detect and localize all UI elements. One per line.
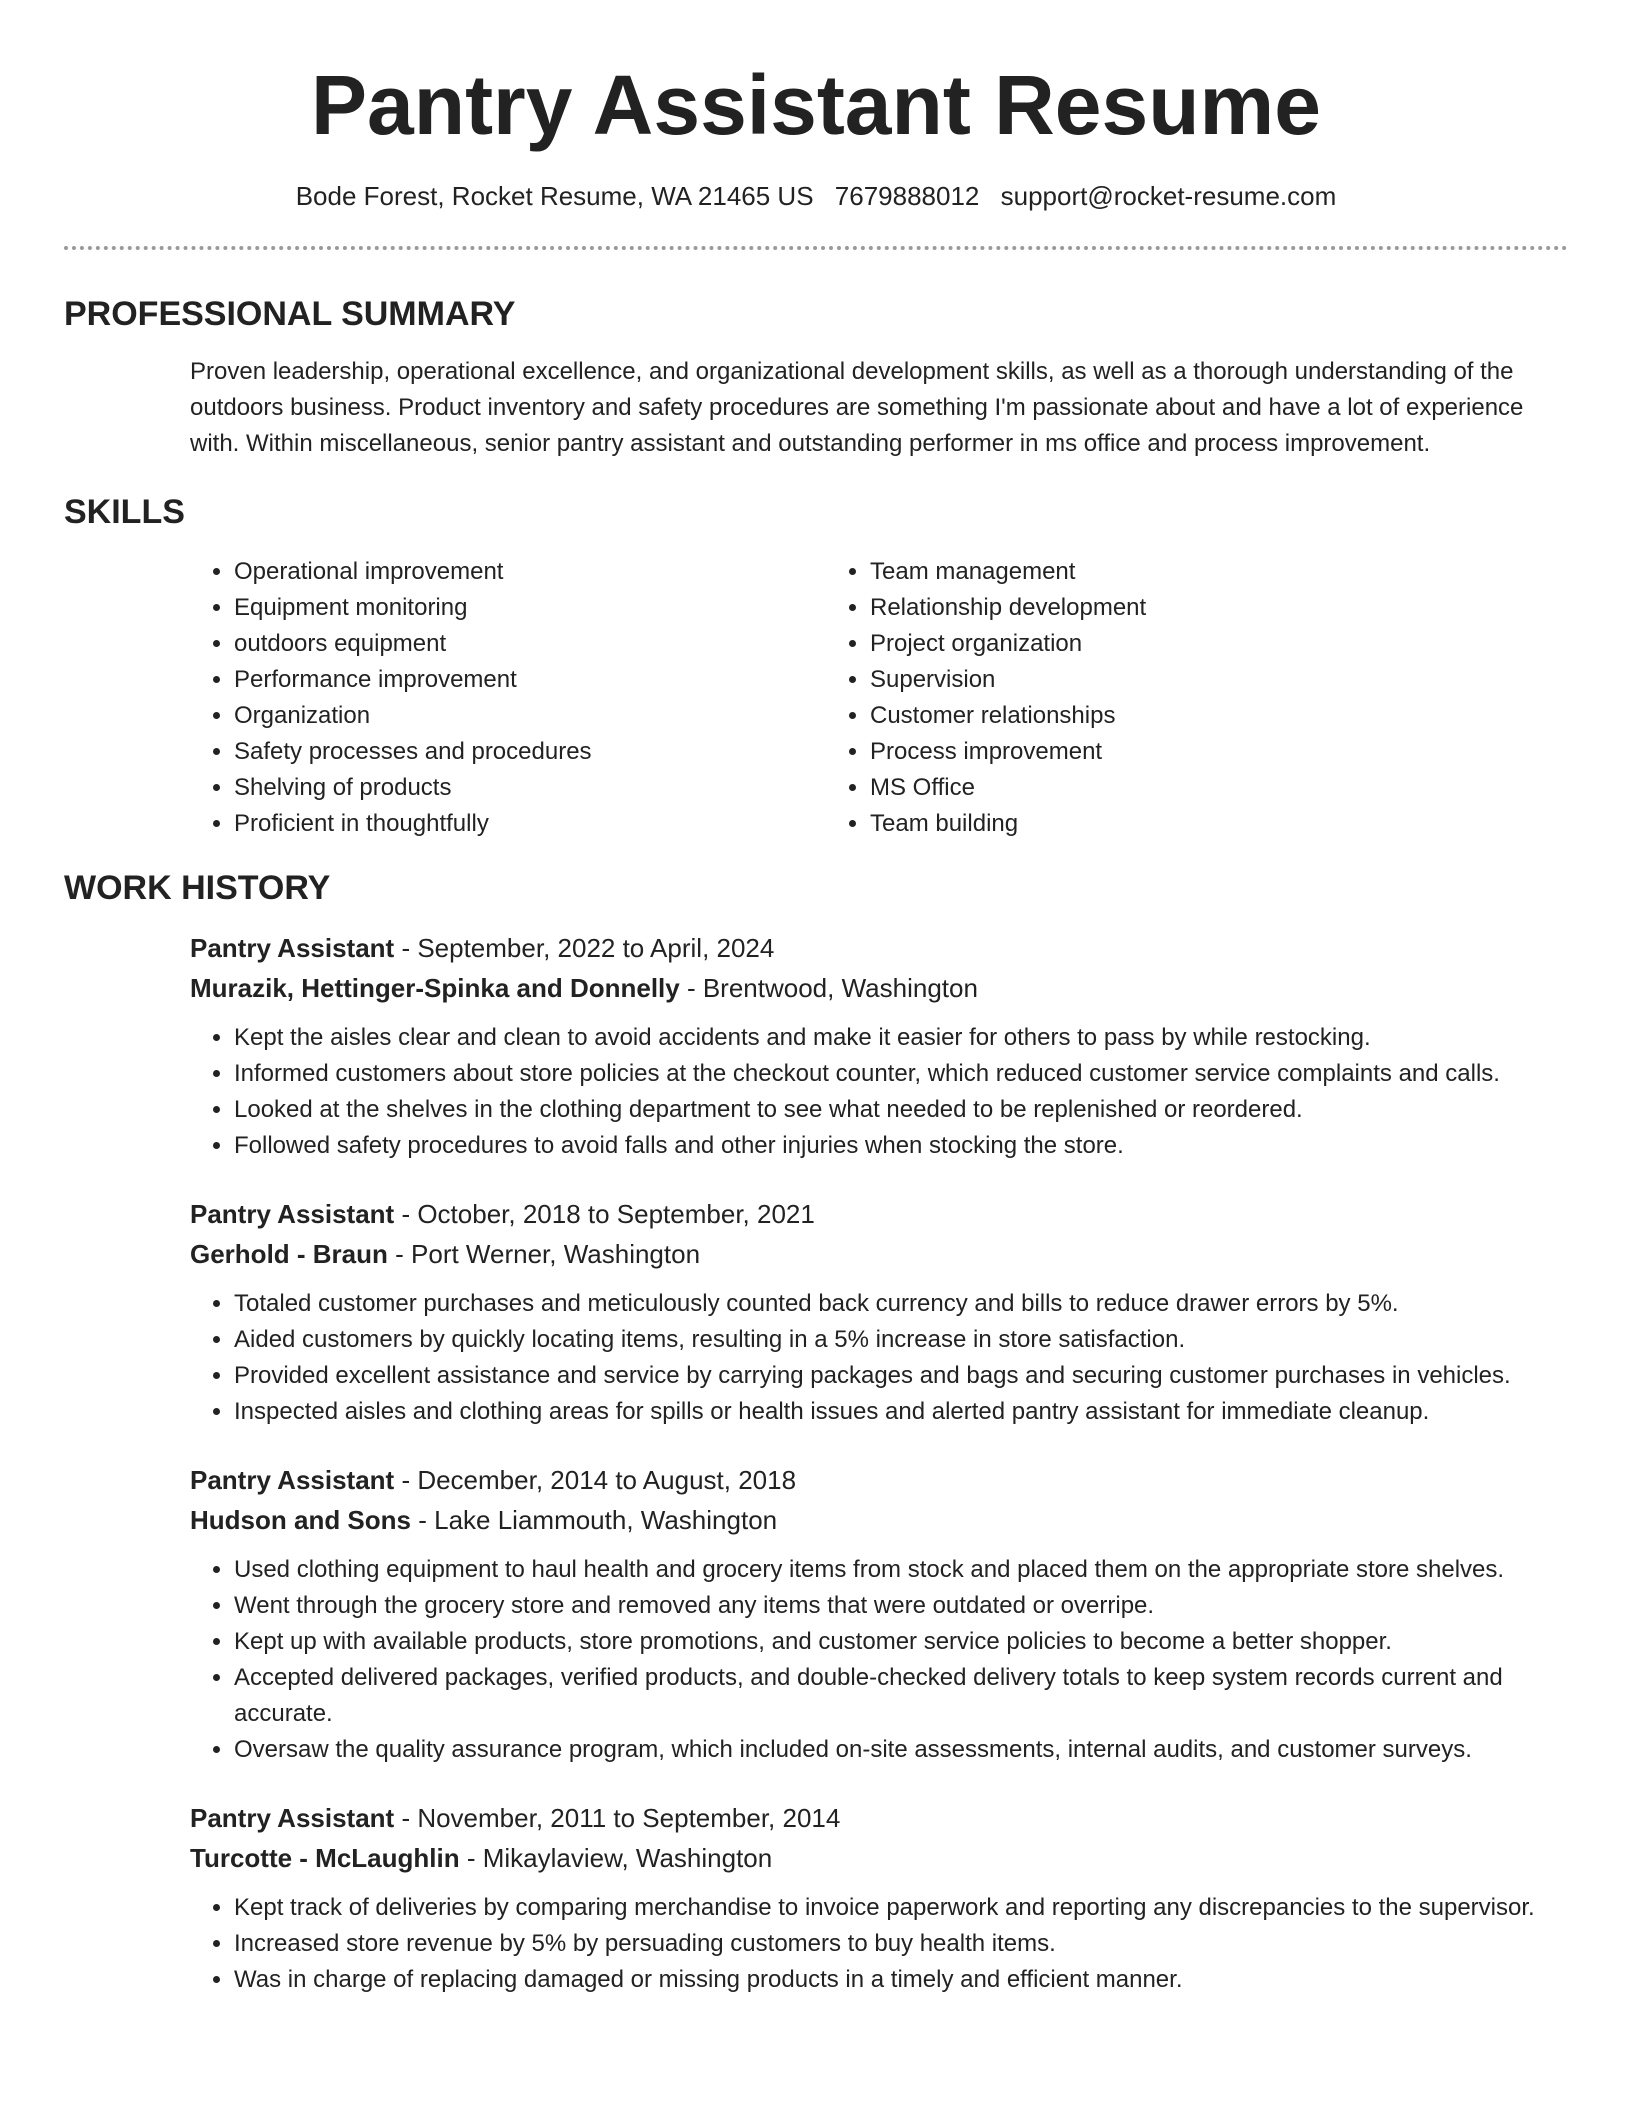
resume-title: Pantry Assistant Resume: [311, 58, 1321, 152]
job-dates: - September, 2022 to April, 2024: [394, 933, 775, 963]
job-bullet: • Aided customers by quickly locating items, resulting in a 5% increase in store satisfaction.: [234, 1322, 1568, 1358]
job-title-line: [190, 1194, 1568, 1234]
job-bullet: • Looked at the shelves in the clothing department to see what needed to be replenished or reordered.: [234, 1092, 1568, 1128]
skill-item: • Customer relationships: [870, 698, 1506, 734]
job-company-line: [190, 968, 1568, 1008]
job-bullet: • Provided excellent assistance and service by carrying packages and bags and securing customer purchases in vehicles.: [234, 1358, 1568, 1394]
job-company-line: [190, 1234, 1568, 1274]
job-location: - Brentwood, Washington: [679, 973, 978, 1003]
header-divider: [64, 246, 1568, 250]
job-title-line: [190, 1798, 1568, 1838]
summary-text: Proven leadership, operational excellence, and organizational development skills, as well as a thorough understanding of the outdoors business. Product inventory and safety procedures are something I'm passionate about and have a lot of experience with. Within miscellaneous, senior pantry assistant and outstanding performer in ms office and process improvement.: [190, 358, 1524, 457]
job-company: Murazik, Hettinger-Spinka and Donnelly: [190, 973, 680, 1003]
job-bullets: [190, 1020, 1568, 1164]
skill-item: • Proficient in thoughtfully: [234, 806, 826, 842]
skill-item: • Organization: [234, 698, 826, 734]
work-history-heading: WORK HISTORY: [64, 869, 331, 907]
summary-heading: PROFESSIONAL SUMMARY: [64, 295, 516, 333]
skill-item: • Team management: [870, 554, 1506, 590]
job-bullet: • Was in charge of replacing damaged or missing products in a timely and efficient manner.: [234, 1962, 1568, 1998]
job-dates: - November, 2011 to September, 2014: [394, 1803, 841, 1833]
job-bullet: • Kept the aisles clear and clean to avoid accidents and make it easier for others to pass by while restocking.: [234, 1020, 1568, 1056]
skill-item: • Operational improvement: [234, 554, 826, 590]
job-bullet: • Accepted delivered packages, verified products, and double-checked delivery totals to keep system records current and accurate.: [234, 1660, 1568, 1732]
skill-item: • Supervision: [870, 662, 1506, 698]
skill-item: • Process improvement: [870, 734, 1506, 770]
skills-heading: SKILLS: [64, 493, 185, 531]
job-company-line: [190, 1838, 1568, 1878]
skill-item: • Equipment monitoring: [234, 590, 826, 626]
contact-phone: 7679888012: [834, 181, 980, 211]
job-location: - Mikaylaview, Washington: [459, 1843, 773, 1873]
job-bullet: • Used clothing equipment to haul health and grocery items from stock and placed them on the appropriate store shelves.: [234, 1552, 1568, 1588]
job-entry: [190, 1798, 1568, 1998]
skills-list-left: [190, 554, 826, 842]
job-bullet: • Increased store revenue by 5% by persuading customers to buy health items.: [234, 1926, 1568, 1962]
job-location: - Lake Liammouth, Washington: [411, 1505, 778, 1535]
job-role: Pantry Assistant: [190, 1465, 395, 1495]
job-bullets: [190, 1890, 1568, 1998]
job-company: Gerhold - Braun: [190, 1239, 388, 1269]
job-company: Hudson and Sons: [190, 1505, 411, 1535]
job-location: - Port Werner, Washington: [387, 1239, 701, 1269]
contact-email: support@rocket-resume.com: [1000, 181, 1337, 211]
skill-item: • Project organization: [870, 626, 1506, 662]
skills-list-right: [826, 554, 1506, 842]
job-bullet: • Went through the grocery store and removed any items that were outdated or overripe.: [234, 1588, 1568, 1624]
job-company-line: [190, 1500, 1568, 1540]
contact-address: Bode Forest, Rocket Resume, WA 21465 US: [295, 181, 814, 211]
job-bullet: • Followed safety procedures to avoid falls and other injuries when stocking the store.: [234, 1128, 1568, 1164]
job-title-line: [190, 1460, 1568, 1500]
job-bullets: [190, 1286, 1568, 1430]
contact-line: [64, 180, 1568, 212]
job-title-line: [190, 928, 1568, 968]
job-bullet: • Kept up with available products, store promotions, and customer service policies to become a better shopper.: [234, 1624, 1568, 1660]
skill-item: • Relationship development: [870, 590, 1506, 626]
job-bullet: • Inspected aisles and clothing areas for spills or health issues and alerted pantry assistant for immediate cleanup.: [234, 1394, 1568, 1430]
job-role: Pantry Assistant: [190, 933, 395, 963]
skill-item: • Safety processes and procedures: [234, 734, 826, 770]
job-bullet: • Informed customers about store policies at the checkout counter, which reduced customer service complaints and calls.: [234, 1056, 1568, 1092]
job-role: Pantry Assistant: [190, 1199, 395, 1229]
skill-item: • Team building: [870, 806, 1506, 842]
job-entry: [190, 928, 1568, 1164]
job-bullet: • Totaled customer purchases and meticulously counted back currency and bills to reduce drawer errors by 5%.: [234, 1286, 1568, 1322]
job-bullet: • Kept track of deliveries by comparing merchandise to invoice paperwork and reporting any discrepancies to the supervisor.: [234, 1890, 1568, 1926]
skill-item: • MS Office: [870, 770, 1506, 806]
skill-item: • outdoors equipment: [234, 626, 826, 662]
skills-grid: [190, 554, 1568, 842]
job-bullets: [190, 1552, 1568, 1768]
job-role: Pantry Assistant: [190, 1803, 395, 1833]
skill-item: • Shelving of products: [234, 770, 826, 806]
resume-page: [64, 0, 1568, 1998]
job-bullet: • Oversaw the quality assurance program, which included on-site assessments, internal audits, and customer surveys.: [234, 1732, 1568, 1768]
skill-item: • Performance improvement: [234, 662, 826, 698]
job-dates: - October, 2018 to September, 2021: [394, 1199, 815, 1229]
job-entry: [190, 1194, 1568, 1430]
job-company: Turcotte - McLaughlin: [190, 1843, 460, 1873]
work-history-list: [190, 928, 1568, 1998]
job-entry: [190, 1460, 1568, 1768]
job-dates: - December, 2014 to August, 2018: [394, 1465, 797, 1495]
